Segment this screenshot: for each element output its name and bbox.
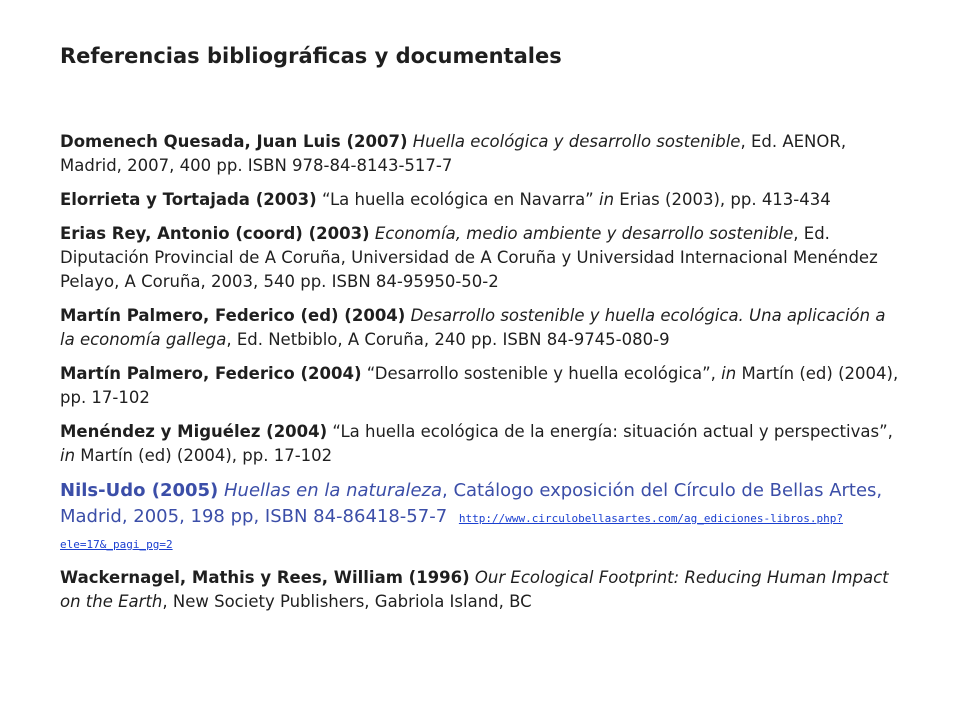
reference-item bbox=[60, 304, 900, 352]
reference-work: Our Ecological Footprint: Reducing Human Impact on the Earth bbox=[60, 568, 889, 611]
reference-item bbox=[60, 362, 900, 410]
reference-article-title: “Desarrollo sostenible y huella ecológica”, bbox=[361, 364, 722, 383]
reference-item bbox=[60, 566, 900, 614]
reference-details: , Ed. Diputación Provincial de A Coruña, Universidad de A Coruña y Universidad Internacional Menéndez Pelayo, A Coruña, 2003, 540 pp. ISBN 84-95950-50-2 bbox=[60, 224, 878, 291]
reference-in: in bbox=[598, 190, 615, 209]
reference-author: Erias Rey, Antonio (coord) (2003) bbox=[60, 224, 370, 243]
reference-item bbox=[60, 188, 900, 212]
reference-author: Martín Palmero, Federico (2004) bbox=[60, 364, 362, 383]
reference-details: , Catálogo exposición del Círculo de Bellas Artes, Madrid, 2005, 198 pp, ISBN 84-86418-57-7 bbox=[60, 480, 883, 527]
reference-in: in bbox=[60, 446, 76, 465]
reference-item bbox=[60, 130, 900, 178]
reference-details: , New Society Publishers, Gabriola Island, BC bbox=[162, 592, 532, 611]
reference-item-highlighted bbox=[60, 478, 900, 556]
page-title: Referencias bibliográficas y documentales bbox=[60, 44, 562, 68]
reference-details: Martín (ed) (2004), pp. 17-102 bbox=[75, 446, 333, 465]
reference-work: Huella ecológica y desarrollo sostenible bbox=[412, 132, 741, 151]
reference-details: Erias (2003), pp. 413-434 bbox=[614, 190, 831, 209]
reference-author: Martín Palmero, Federico (ed) (2004) bbox=[60, 306, 406, 325]
reference-work: Economía, medio ambiente y desarrollo sostenible bbox=[374, 224, 794, 243]
reference-article-title: “La huella ecológica en Navarra” bbox=[316, 190, 599, 209]
reference-details: Martín (ed) (2004), pp. 17-102 bbox=[60, 364, 899, 407]
reference-link[interactable]: http://www.circulobellasartes.com/ag_ediciones-libros.php?ele=17&_pagi_pg=2 bbox=[60, 512, 843, 551]
reference-author: Menéndez y Miguélez (2004) bbox=[60, 422, 328, 441]
reference-author: Nils-Udo (2005) bbox=[60, 480, 219, 501]
reference-work: Huellas en la naturaleza bbox=[224, 480, 443, 501]
reference-details: , Ed. AENOR, Madrid, 2007, 400 pp. ISBN 978-84-8143-517-7 bbox=[60, 132, 847, 175]
reference-item bbox=[60, 420, 900, 468]
reference-article-title: “La huella ecológica de la energía: situación actual y perspectivas”, bbox=[327, 422, 893, 441]
reference-author: Domenech Quesada, Juan Luis (2007) bbox=[60, 132, 408, 151]
reference-item bbox=[60, 222, 900, 294]
reference-work: Desarrollo sostenible y huella ecológica. Una aplicación a la economía gallega bbox=[60, 306, 886, 349]
reference-details: , Ed. Netbiblo, A Coruña, 240 pp. ISBN 84-9745-080-9 bbox=[226, 330, 670, 349]
reference-list bbox=[60, 130, 900, 624]
reference-author: Elorrieta y Tortajada (2003) bbox=[60, 190, 317, 209]
reference-author: Wackernagel, Mathis y Rees, William (1996) bbox=[60, 568, 470, 587]
reference-in: in bbox=[721, 364, 737, 383]
